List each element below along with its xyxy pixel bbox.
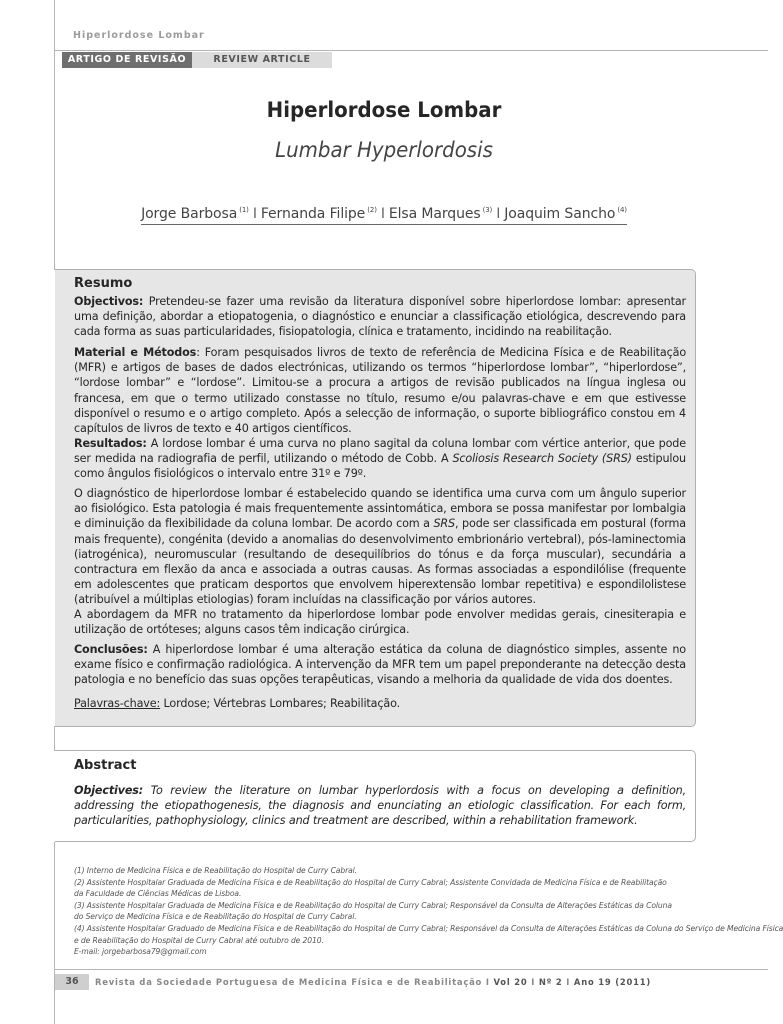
resumo-resultados: [74, 436, 686, 482]
resumo-conclusoes: [74, 642, 686, 688]
article-type-tag-en: REVIEW ARTICLE: [192, 52, 332, 68]
resumo-mfr: [74, 607, 686, 637]
footer-separator: I: [566, 977, 571, 987]
footnote-line: (2) Assistente Hospitalar Graduada de Medicina Física e de Reabilitação do Hospital de Curry Cabral; Assistente Convidada de Medicina Física e de Reabilitação: [74, 877, 667, 887]
author-affiliation-ref: (3): [482, 206, 493, 214]
header-rule: [54, 50, 768, 51]
journal-footer: [95, 977, 651, 987]
objectivos-label: Objectivos:: [74, 295, 144, 308]
footnote-line: (3) Assistente Hospitalar Graduada de Medicina Física e de Reabilitação do Hospital de Curry Cabral; Responsável da Consulta de Alterações Estáticas da Coluna: [74, 900, 672, 910]
journal-number: Nº 2: [538, 977, 563, 987]
article-subtitle: Lumbar Hyperlordosis: [275, 138, 493, 163]
author-separator: I: [252, 206, 257, 222]
author-list: [0, 206, 768, 225]
resumo-objectivos: [74, 294, 686, 340]
author-name: Fernanda Filipe: [260, 206, 366, 222]
journal-volume: Vol 20: [493, 977, 528, 987]
resumo-keywords: [74, 696, 686, 711]
diagnostico-srs: SRS: [433, 517, 456, 531]
resultados-label: Resultados:: [74, 437, 147, 450]
journal-year: Ano 19 (2011): [573, 977, 651, 987]
running-title: Hiperlordose Lombar: [73, 30, 205, 41]
article-title: Hiperlordose Lombar: [266, 98, 502, 123]
abstract-objectives: [74, 783, 686, 829]
author-separator: I: [496, 206, 501, 222]
resumo-diagnostico: [74, 486, 686, 608]
mfr-text: A abordagem da MFR no tratamento da hiperlordose lombar pode envolver medidas gerais, cinesiterapia e utilização de ortóteses; alguns casos têm indicação cirúrgica.: [74, 608, 686, 637]
left-margin-line-top: [54, 0, 55, 270]
page-number: 36: [55, 974, 89, 990]
author-affiliation-ref: (2): [367, 206, 377, 214]
keywords-text: Lordose; Vértebras Lombares; Reabilitação.: [160, 697, 400, 710]
objectivos-text: Pretendeu-se fazer uma revisão da literatura disponível sobre hiperlordose lombar: apresentar uma definição, abordar a etiopatogenia, o diagnóstico e enunciar a classificação etiológica, descrevendo para cada forma as suas particularidades, fisiopatologia, clínica e tratamento, incidindo na reabilitação.: [74, 295, 686, 339]
material-text: : Foram pesquisados livros de texto de referência de Medicina Física e de Reabilitação (MFR) e artigos de bases de dados electrónicas, utilizando os termos “hiperlordose lombar”, “hiperlordose”, “lordose lombar” e “lordose”. Limitou-se a procura a artigos de revisão publicados na língua inglesa ou francesa, em que o termo utilizado constasse no título, resumo e/ou palavras-chave e em que estivesse disponível o resumo e o artigo completo. Após a selecção de informação, o suporte bibliográfico constou em 4 capítulos de livros de texto e 40 artigos científicos.: [74, 346, 687, 436]
resultados-text-2: estipulou como ângulos fisiológicos o intervalo entre 31º e 79º.: [74, 452, 686, 481]
journal-name: Revista da Sociedade Portuguesa de Medicina Física e de Reabilitação: [95, 977, 483, 987]
footnote-line: do Serviço de Medicina Física e de Reabilitação do Hospital de Curry Cabral.: [74, 912, 357, 922]
diagnostico-text-1: O diagnóstico de hiperlordose lombar é estabelecido quando se identifica uma curva com um ângulo superior ao fisiológico. Esta patologia é mais frequentemente assintomática, embora se possa manifestar por lombalgia e diminuição da flexibilidade da coluna lombar. De acordo com a: [74, 487, 686, 531]
material-label: Material e Métodos: [74, 346, 197, 359]
conclusoes-label: Conclusões:: [74, 643, 148, 656]
resumo-material: [74, 345, 686, 436]
resumo-heading: Resumo: [74, 276, 133, 291]
left-margin-line-middle: [54, 726, 55, 751]
resultados-text-1: A lordose lombar é uma curva no plano sagital da coluna lombar com vértice anterior, que pode ser medida na radiografia de perfil, utilizando o método de Cobb. A: [74, 437, 686, 466]
left-margin-line-bottom: [54, 842, 55, 1024]
author-name: Jorge Barbosa: [141, 206, 238, 222]
footer-separator: I: [531, 977, 536, 987]
objectives-text: To review the literature on lumbar hyperlordosis with a focus on developing a definition, addressing the etiopathogenesis, the diagnosis and enunciating an etiologic classification. For each form, particularities, pathophysiology, clinics and treatment are described, within a rehabilitation framework.: [74, 784, 686, 828]
footnote-email: E-mail: jorgebarbosa79@gmail.com: [74, 947, 207, 957]
resultados-srs: Scoliosis Research Society (SRS): [452, 452, 632, 466]
author-affiliation-ref: (4): [617, 206, 627, 214]
footnote-line: e de Reabilitação do Hospital de Curry Cabral até outubro de 2010.: [74, 935, 324, 945]
author-name: Elsa Marques: [388, 206, 481, 222]
affiliation-footnotes: [74, 865, 783, 958]
abstract-heading: Abstract: [74, 758, 137, 773]
author-name: Joaquim Sancho: [504, 206, 616, 222]
conclusoes-text: A hiperlordose lombar é uma alteração estática da coluna de diagnóstico simples, assente no exame físico e confirmação radiológica. A intervenção da MFR tem um papel preponderante na detecção desta patologia e no benefício das suas opções terapêuticas, visando a melhoria da qualidade de vida dos doentes.: [74, 643, 686, 687]
footnote-line: da Faculdade de Ciências Médicas de Lisboa.: [74, 889, 242, 899]
footer-separator: I: [485, 977, 490, 987]
article-type-tag-pt: ARTIGO DE REVISÃO: [62, 52, 192, 68]
objectives-label: Objectives:: [74, 784, 144, 797]
keywords-label: Palavras-chave:: [74, 697, 161, 710]
footer-rule: [54, 969, 768, 970]
footnote-line: (1) Interno de Medicina Física e de Reabilitação do Hospital de Curry Cabral.: [74, 866, 357, 875]
diagnostico-text-2: , pode ser classificada em postural (forma mais frequente), congénita (devido a anomalias do desenvolvimento embrionário vertebral), pós-laminectomia (iatrogénica), neuromuscular (resultando de desequilíbrios do tónus e da força muscular), secundária a contractura em flexão da anca e associada a outras causas. As formas associadas a espondilólise (frequente em adolescentes que praticam desportos que envolvem hiperextensão lombar repetitiva) e espondilolistese (atribuível a múltiplas etiologias) foram incluídas na classificação por vários autores.: [74, 517, 686, 607]
footnote-line: (4) Assistente Hospitalar Graduado de Medicina Física e de Reabilitação do Hospital de Curry Cabral; Responsável da Consulta de Alterações Estáticas da Coluna do Serviço de Medicina Física: [74, 923, 783, 933]
author-affiliation-ref: (1): [239, 206, 249, 214]
author-separator: I: [380, 206, 385, 222]
